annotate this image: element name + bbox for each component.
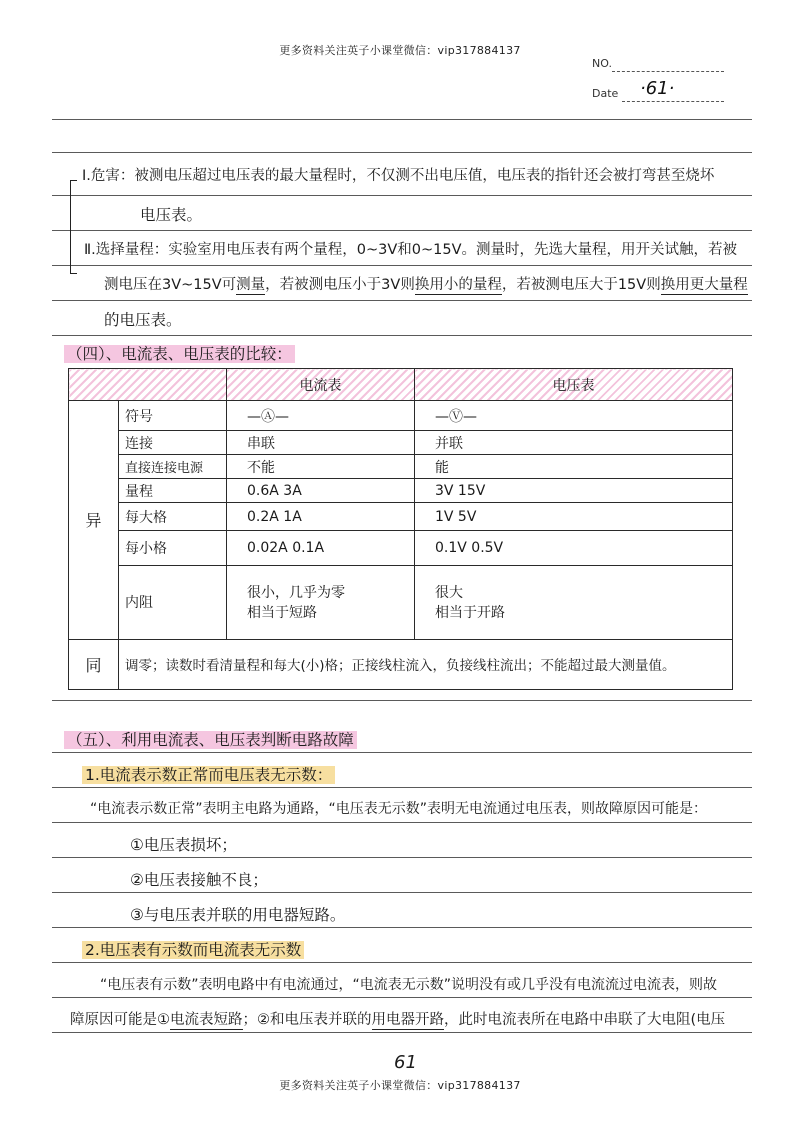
page-number: 61 — [394, 1052, 417, 1073]
group-same: 同 — [69, 639, 119, 689]
left-brace — [70, 180, 77, 274]
fault-sub1: 1.电流表示数正常而电压表无示数： — [82, 768, 335, 784]
ruled-line — [52, 335, 752, 336]
ruled-line — [52, 700, 752, 701]
ammeter-value: 串联 — [227, 431, 415, 455]
ammeter-resistance-line-2: 相当于短路 — [247, 605, 317, 622]
header-voltmeter: 电压表 — [415, 369, 733, 401]
comparison-table — [68, 368, 733, 690]
row-label: 符号 — [119, 401, 227, 431]
date-value: ·61· — [640, 78, 675, 99]
ammeter-resistance-line-1: 很小，几乎为零 — [247, 585, 345, 602]
range-select-line-3: 的电压表。 — [104, 311, 182, 329]
table-row — [69, 431, 733, 455]
ammeter-symbol: —Ⓐ— — [227, 401, 415, 431]
ruled-line — [52, 195, 752, 196]
ammeter-value: 0.2A 1A — [227, 503, 415, 531]
ruled-line — [52, 997, 752, 998]
table-row — [69, 531, 733, 565]
voltmeter-value: 3V 15V — [415, 479, 733, 503]
ruled-line — [52, 265, 752, 266]
ruled-line — [52, 300, 752, 301]
header-blank-cell — [69, 369, 227, 401]
voltmeter-value: 0.1V 0.5V — [415, 531, 733, 565]
ruled-line — [52, 927, 752, 928]
ruled-line — [52, 752, 752, 753]
ruled-line — [52, 1032, 752, 1033]
voltmeter-value: 1V 5V — [415, 503, 733, 531]
voltmeter-value: 并联 — [415, 431, 733, 455]
range-select-line: Ⅱ.选择量程：实验室用电压表有两个量程，0~3V和0~15V。测量时，先选大量程，用开关试触，若被 — [84, 242, 738, 258]
fault-reason-3: ③与电压表并联的用电器短路。 — [130, 906, 346, 924]
ruled-line — [52, 152, 752, 153]
same-text: 调零；读数时看清量程和每大(小)格；正接线柱流入，负接线柱流出；不能超过最大测量值。 — [119, 639, 733, 689]
table-header-row — [69, 369, 733, 401]
row-label: 每小格 — [119, 531, 227, 565]
table-row — [69, 479, 733, 503]
ruled-line — [52, 119, 752, 120]
ruled-line — [52, 822, 752, 823]
row-label: 量程 — [119, 479, 227, 503]
ruled-line — [52, 787, 752, 788]
date-dotted-line — [622, 101, 724, 102]
header-ammeter: 电流表 — [227, 369, 415, 401]
fault-title: （五）、利用电流表、电压表判断电路故障 — [64, 733, 357, 749]
no-dotted-line — [612, 71, 724, 72]
ruled-line — [52, 892, 752, 893]
fault-reason-1: ①电压表损坏； — [130, 836, 237, 854]
table-row — [69, 503, 733, 531]
header-watermark: 更多资料关注英子小课堂微信：vip317884137 — [279, 44, 521, 57]
row-label: 直接连接电源 — [119, 455, 227, 479]
ammeter-value: 0.02A 0.1A — [227, 531, 415, 565]
fault-sub2-text-2: 障原因可能是①电流表短路；②和电压表并联的用电器开路，此时电流表所在电路中串联了大电阻(电压 — [70, 1012, 726, 1028]
table-row — [69, 401, 733, 431]
table-row-same — [69, 639, 733, 689]
fault-sub2: 2.电压表有示数而电流表无示数 — [82, 943, 304, 959]
hazard-line: Ⅰ.危害：被测电压超过电压表的最大量程时，不仅测不出电压值，电压表的指针还会被打弯甚至烧坏 — [82, 168, 715, 184]
ammeter-value: 0.6A 3A — [227, 479, 415, 503]
row-label: 连接 — [119, 431, 227, 455]
voltmeter-resistance-line-1: 很大 — [435, 585, 463, 602]
voltmeter-resistance-line-2: 相当于开路 — [435, 605, 505, 622]
row-label: 内阻 — [119, 565, 227, 639]
footer-watermark: 更多资料关注英子小课堂微信：vip317884137 — [279, 1079, 521, 1092]
date-label: Date — [592, 87, 619, 100]
hazard-line-cont: 电压表。 — [140, 206, 203, 224]
table-row — [69, 455, 733, 479]
ammeter-value: 不能 — [227, 455, 415, 479]
group-diff: 异 — [69, 401, 119, 640]
fault-reason-2: ②电压表接触不良； — [130, 871, 268, 889]
fault-sub2-text-1: “电压表有示数”表明电路中有电流通过，“电流表无示数”说明没有或几乎没有电流流过电流表，则故 — [100, 977, 718, 993]
voltmeter-value: 能 — [415, 455, 733, 479]
comparison-title: （四）、电流表、电压表的比较： — [64, 347, 295, 363]
ruled-line — [52, 962, 752, 963]
fault-sub1-text: “电流表示数正常”表明主电路为通路，“电压表无示数”表明无电流通过电压表，则故障原因可能是： — [90, 801, 708, 817]
voltmeter-symbol: —Ⓥ— — [415, 401, 733, 431]
ruled-line — [52, 230, 752, 231]
ruled-line — [52, 857, 752, 858]
voltmeter-resistance — [415, 565, 733, 639]
table-row — [69, 565, 733, 639]
ammeter-resistance — [227, 565, 415, 639]
no-label: NO. — [592, 57, 612, 70]
row-label: 每大格 — [119, 503, 227, 531]
range-select-line-2: 测电压在3V~15V可测量，若被测电压小于3V则换用小的量程，若被测电压大于15V则换用更大量程 — [104, 277, 748, 293]
